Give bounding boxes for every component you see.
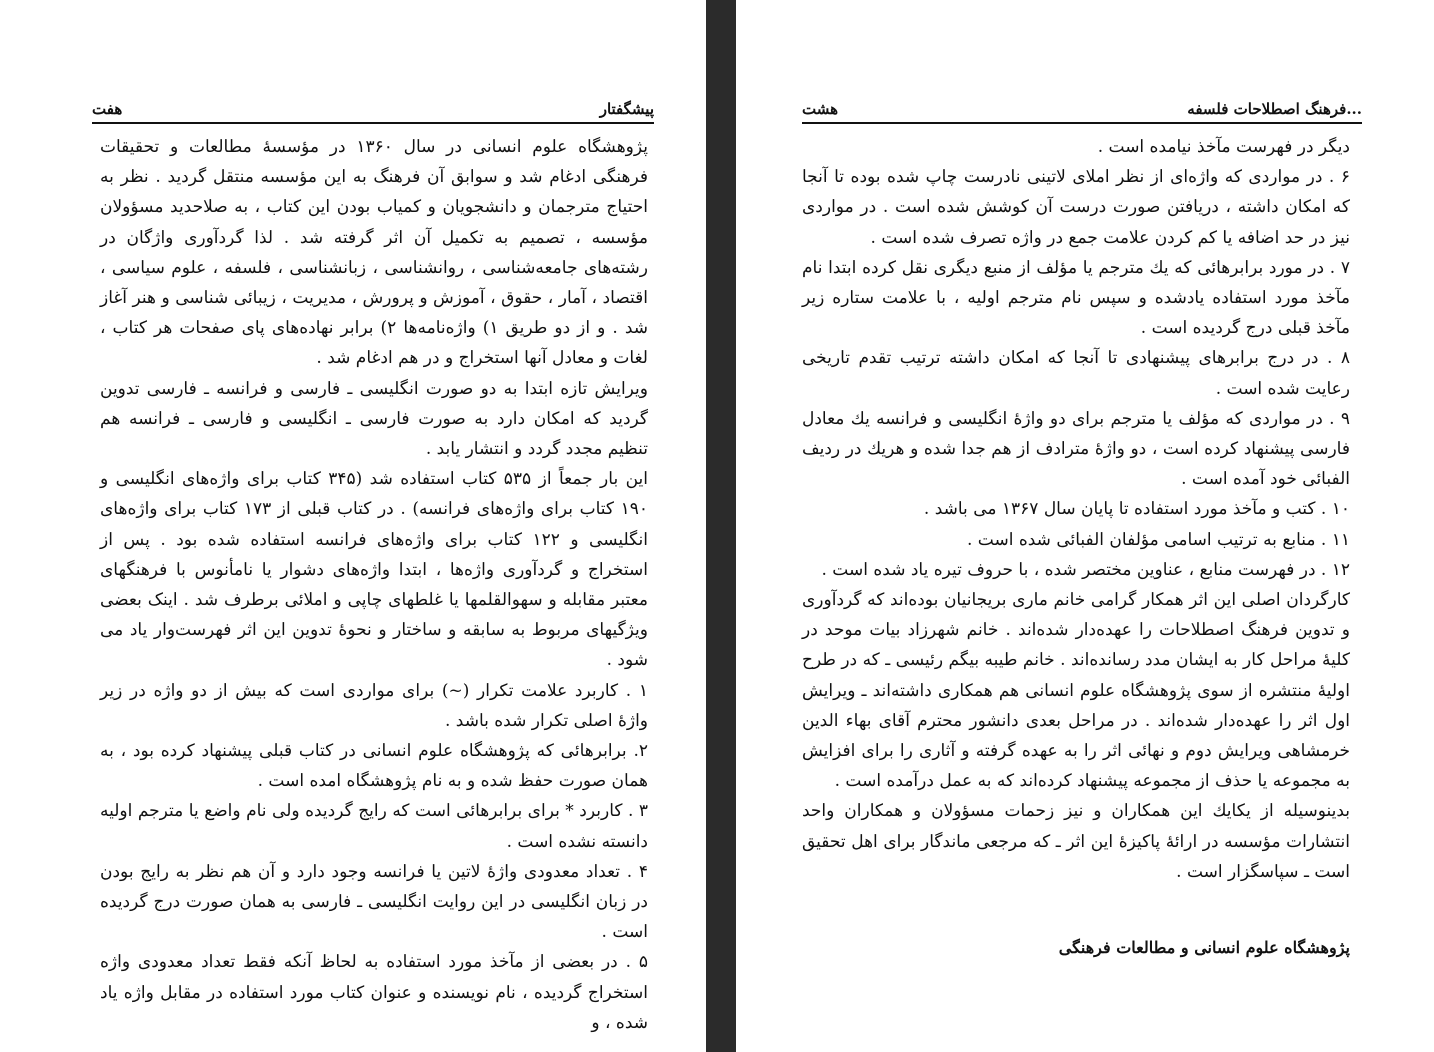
right-page-title: فرهنگ اصطلاحات فلسفه...: [1187, 100, 1362, 118]
paragraph: ۴ . تعداد معدودی واژهٔ لاتین یا فرانسه وجود دارد و آن هم نظر به رایج بودن در زبان انگلیسی در این روایت انگلیسی ـ فارسی به همان صورت درج گردیده است .: [100, 861, 648, 943]
paragraph: بدینوسیله از یکایك این همکاران و نیز زحمات مسؤولان و همکاران واحد انتشارات مؤسسه در ارائهٔ پاکیزهٔ این اثر ـ که مرجعی ماندگار برای اهل تحقیق است ـ سپاسگزار است .: [802, 801, 1350, 882]
left-page-title: پیشگفتار: [599, 100, 654, 118]
right-page-number: هشت: [802, 100, 839, 118]
paragraph: ۱۱ . منابع به ترتیب اسامی مؤلفان الفبائی شده است .: [966, 529, 1350, 550]
right-page-header: [802, 92, 1362, 124]
paragraph: ۱۰ . کتب و مآخذ مورد استفاده تا پایان سال ۱۳۶۷ می باشد .: [923, 499, 1350, 520]
paragraph: ۱۲ . در فهرست منابع ، عناوین مختصر شده ، با حروف تیره یاد شده است .: [821, 559, 1350, 580]
right-page: [736, 0, 1434, 1052]
paragraph: ۳ . کاربرد * برای برابرهائی است که رایج گردیده ولی نام واضع یا مترجم اولیه دانسته نشده است .: [100, 801, 648, 852]
left-page: [0, 0, 706, 1052]
paragraph: ویرایش تازه ابتدا به دو صورت انگلیسی ـ فارسی و فرانسه ـ فارسی تدوین گردید که امکان دارد به صورت فارسی ـ انگلیسی و فارسی ـ فرانسه هم تنظیم مجدد گردد و انتشار یابد .: [100, 378, 648, 460]
paragraph: ۹ . در مواردی که مؤلف یا مترجم برای دو واژهٔ انگلیسی و فرانسه یك معادل فارسی پیشنهاد کرده است ، دو واژهٔ مترادف از هم جدا شده و هریك در ردیف الفبائی خود آمده است .: [802, 408, 1350, 490]
publisher-footer: پژوهشگاه علوم انسانی و مطالعات فرهنگی: [1058, 938, 1350, 957]
paragraph: ۸ . در درج برابرهای پیشنهادی تا آنجا که امکان داشته ترتیب تقدم تاریخی رعایت شده است .: [802, 348, 1350, 399]
paragraph: پژوهشگاه علوم انسانی در سال ۱۳۶۰ در مؤسسهٔ مطالعات و تحقیقات فرهنگی ادغام شد و سوابق آن فرهنگ به این مؤسسه منتقل گردید . نظر به احتیاج مترجمان و دانشجویان و کمیاب بودن این کتاب ، به صلاحدید مسؤولان مؤسسه ، تصمیم به تکمیل آن اثر گرفته شد . لذا گردآوری واژگان در رشته‌های جامعه‌شناسی ، روانشناسی ، زبانشناسی ، فلسفه ، علوم سیاسی ، اقتصاد ، آمار ، حقوق ، آموزش و پرورش ، مدیریت ، زیبائی شناسی و هنر آغاز شد . و از دو طریق ۱) واژه‌نامه‌ها ۲) برابر نهاده‌های پای صفحات هر کتاب ، لغات و معادل آنها استخراج و در هم ادغام شد .: [100, 137, 648, 369]
paragraph: کارگردان اصلی این اثر همکار گرامی خانم ماری بریجانیان بوده‌اند که گردآوری و تدوین فرهنگ اصطلاحات را عهده‌دار شده‌اند . خانم شهرزاد بیات موحد در کلیهٔ مراحل کار به ایشان مدد رسانده‌اند . خانم طیبه بیگم رئیسی ـ که در طرح اولیهٔ منتشره از سوی پژوهشگاه علوم انسانی هم همکاری داشته‌اند ـ ویرایش اول اثر را عهده‌دار شده‌اند . در مراحل بعدی دانشور محترم آقای بهاء الدین خرمشاهی ویرایش دوم و نهائی اثر را به عهده گرفته و آثاری را برای افزایش به مجموعه یا حذف از مجموعه پیشنهاد کرده‌اند که به عمل درآمده است .: [802, 590, 1350, 792]
paragraph: ۶ . در مواردی که واژه‌ای از نظر املای لاتینی نادرست چاپ شده بوده تا آنجا که امکان داشته ، دریافتن صورت درست آن کوشش شده است . در مواردی نیز در حد اضافه یا کم کردن علامت جمع در واژه تصرف شده است .: [802, 167, 1350, 248]
paragraph: این بار جمعاً از ۵۳۵ کتاب استفاده شد (۳۴۵ کتاب برای واژه‌های انگلیسی و ۱۹۰ کتاب برای واژه‌های فرانسه) . در کتاب قبلی از ۱۷۳ کتاب برای واژه‌های انگلیسی و ۱۲۲ کتاب برای واژه‌های فرانسه استفاده شده بود . پس از استخراج و گردآوری واژه‌ها ، ابتدا واژه‌های دشوار یا نامأنوس با فرهنگهای معتبر مقابله و سهوالقلمها یا غلطهای چاپی و املائی برطرف شد . اینک بعضی ویژگیهای مربوط به سابقه و ساختار و نحوهٔ تدوین این اثر فهرست‌وار یاد می شود .: [100, 469, 648, 671]
paragraph: ۵ . در بعضی از مآخذ مورد استفاده به لحاظ آنکه فقط تعداد معدودی واژه استخراج گردیده ، نام نویسنده و عنوان کتاب مورد استفاده در مقابل واژه یاد شده ، و: [100, 952, 648, 1033]
right-page-body: [802, 132, 1350, 887]
left-page-header: [92, 92, 654, 124]
paragraph: ۱ . کاربرد علامت تکرار (~) برای مواردی است که بیش از دو واژه در زیر واژهٔ اصلی تکرار شده باشد .: [100, 680, 648, 731]
left-page-number: هفت: [92, 100, 123, 118]
paragraph: ۷ . در مورد برابرهائی که یك مترجم یا مؤلف از منبع دیگری نقل کرده ابتدا نام مآخذ مورد استفاده یادشده و سپس نام مترجم اولیه ، با علامت ستاره زیر مآخذ قبلی درج گردیده است .: [802, 257, 1350, 339]
left-page-body: [100, 132, 648, 1038]
book-spine: [706, 0, 736, 1052]
paragraph: دیگر در فهرست مآخذ نیامده است .: [1097, 137, 1350, 157]
paragraph: ۲. برابرهائی که پژوهشگاه علوم انسانی در کتاب قبلی پیشنهاد کرده بود ، به همان صورت حفظ شده و به نام پژوهشگاه امده است .: [100, 741, 648, 792]
